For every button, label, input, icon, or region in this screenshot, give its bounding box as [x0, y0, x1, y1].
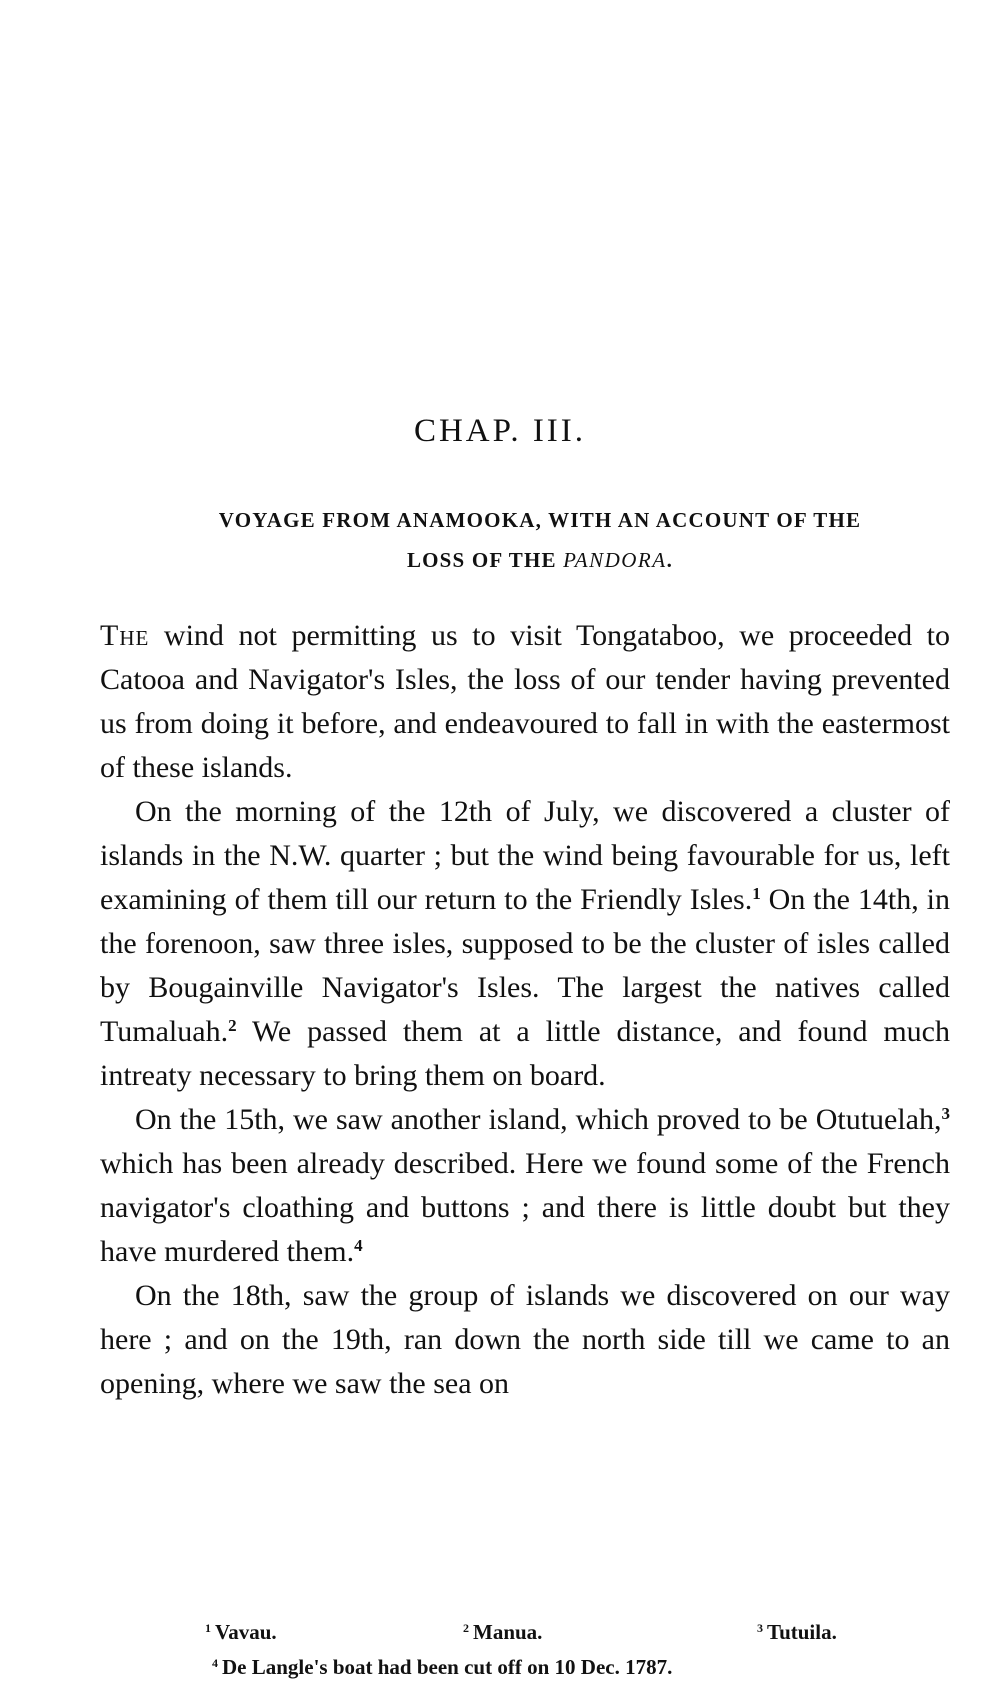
chapter-heading-line2-prefix: LOSS OF THE [406, 548, 564, 572]
footnote-1 [205, 1615, 277, 1650]
chapter-heading-line2 [125, 540, 955, 580]
chapter-title: CHAP. III. [413, 413, 587, 449]
footnote-2-text: Manua. [473, 1620, 543, 1644]
footnote-3 [757, 1615, 837, 1650]
footnote-2-mark: 2 [463, 1621, 469, 1635]
ship-name: PANDORA [563, 548, 667, 572]
paragraph-3-text-a: On the 15th, we saw another island, which proved to be Otutuelah, [135, 1103, 942, 1136]
footnote-ref-4: 4 [354, 1236, 363, 1255]
paragraph-2-text-a: On the morning of the 12th of July, we discovered a cluster of islands in the N.W. quarter ; but the wind being favourable for us, left examining of them till our return to the Friendly Isles. [100, 795, 950, 916]
footnote-4 [0, 1650, 1000, 1685]
footnote-ref-3: 3 [941, 1104, 950, 1123]
footnote-1-mark: 1 [205, 1621, 211, 1635]
paragraph-2-text-c: We passed them at a little distance, and found much intreaty necessary to bring them on board. [100, 1015, 950, 1092]
chapter-heading-line1: VOYAGE FROM ANAMOOKA, WITH AN ACCOUNT OF THE [218, 508, 862, 532]
paragraph-2-text-b: On the 14th, in the forenoon, saw three isles, supposed to be the cluster of isles called by Bougainville Navigator's Isles. The largest the natives called Tumaluah. [100, 883, 950, 1048]
paragraph-2 [100, 790, 950, 1098]
paragraph-3 [100, 1098, 950, 1274]
opening-word: The [100, 619, 150, 652]
footnotes [0, 1615, 1000, 1685]
footnote-4-mark: 4 [212, 1656, 218, 1670]
footnote-ref-2: 2 [228, 1016, 237, 1035]
paragraph-4: On the 18th, saw the group of islands we discovered on our way here ; and on the 19th, ran down the north side till we came to an opening, where we saw the sea on [100, 1279, 950, 1400]
footnotes-row-1 [0, 1615, 1000, 1650]
chapter-heading-line2-suffix: . [666, 548, 674, 572]
paragraph-3-text-b: which has been already described. Here we found some of the French navigator's cloathing and buttons ; and there is little doubt but they have murdered them. [100, 1147, 950, 1268]
footnote-ref-1: 1 [752, 884, 761, 903]
paragraph-1-text: wind not permitting us to visit Tongataboo, we proceeded to Catooa and Navigator's Isles, the loss of our tender having prevented us from doing it before, and endeavoured to fall in with the eastermost of these islands. [100, 619, 950, 784]
chapter-body [100, 614, 950, 1406]
footnote-1-text: Vavau. [215, 1620, 277, 1644]
chapter-heading [125, 500, 955, 580]
footnote-4-text: De Langle's boat had been cut off on 10 Dec. 1787. [222, 1655, 673, 1679]
footnote-3-mark: 3 [757, 1621, 763, 1635]
paragraph-1 [100, 614, 950, 790]
footnote-2 [463, 1615, 542, 1650]
footnote-3-text: Tutuila. [767, 1620, 837, 1644]
